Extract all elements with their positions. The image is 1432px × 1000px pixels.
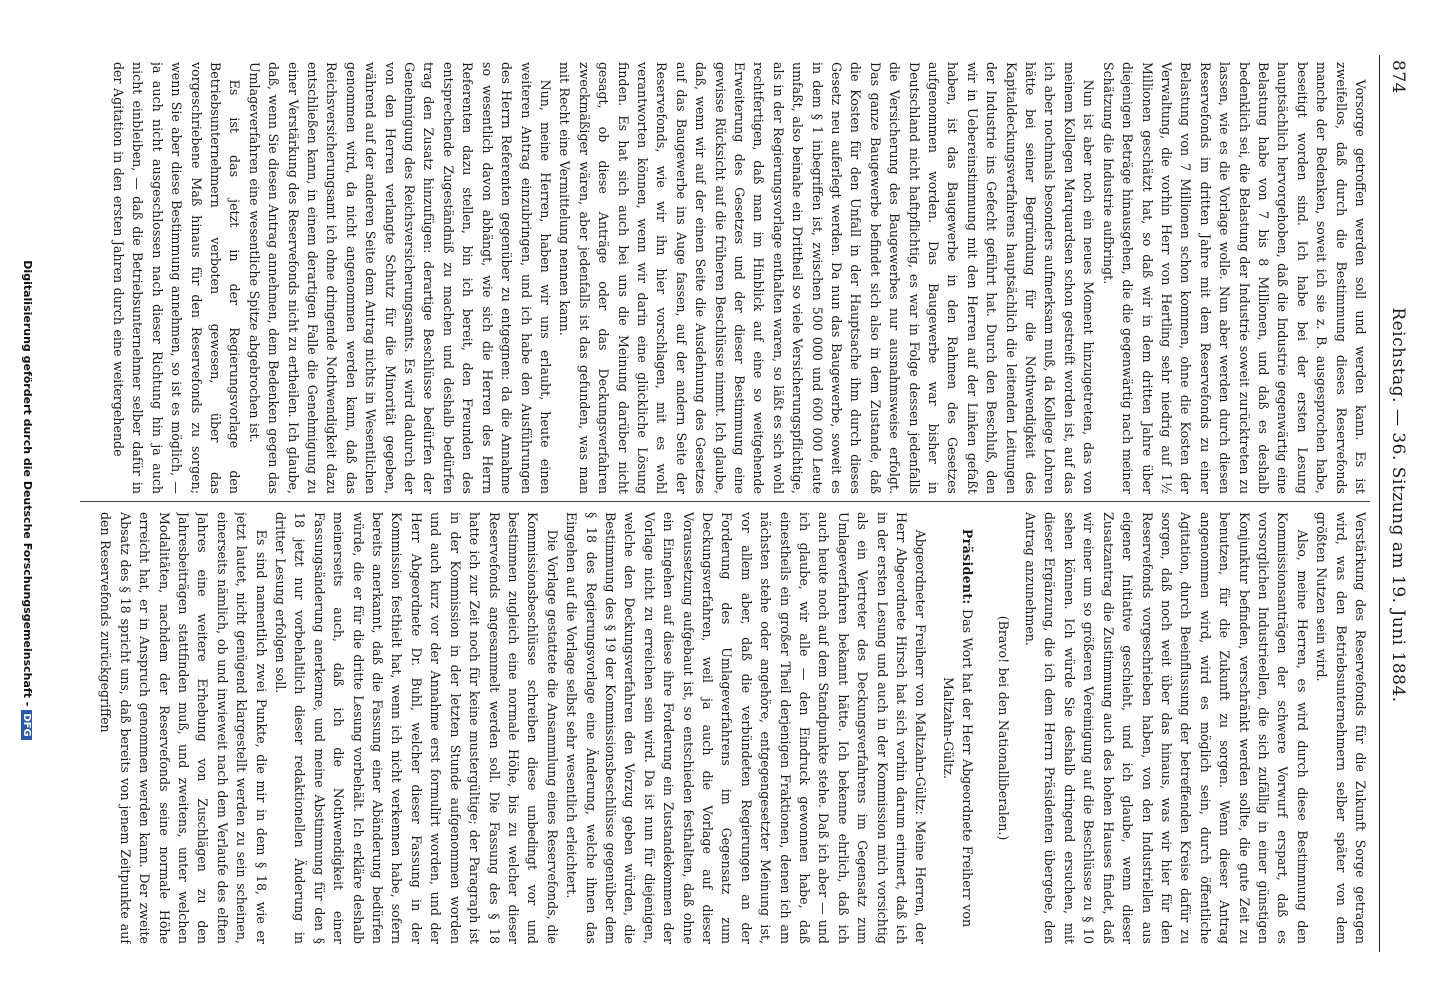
paragraph: Nun, meine Herren, haben wir uns erlaubt, heute einen weiteren Antrag einzubringen, und ich habe den Ausführungen des Herrn Referenten gegenüber zu entgegnen: da die Annahme so wesentlich davon abhängt, wie sich die Herren des Herrn Referenten dazu stellen, bin ich bereit, den Freunden des entsprechende Zugeständniß zu machen und deshalb bedürfen trag den Zusatz hinzufügen: derartige Beschlüsse bedürfen der Genehmigung des Reichsversicherungsamts. Es wird dadurch der von den Herren verlangte Schutz für die Minorität gegeben, während auf der anderen Seite dem Antrag nichts in Wesentlichen genommen wird, da nicht angenommen werden kann, daß das Reichsversicherungsamt ich ohne dringende Nothwendigkeit dazu entschließen kann, in einem derartigen Falle die Genehmigung zu einer Verstärkung des Reservefonds nicht zu ertheilen. Ich glaube, daß, wenn Sie diesen Antrag annehmen, dem Bedenken gegen das Umlageverfahren eine wesentliche Spitze abgebrochen ist. (246, 62, 553, 494)
column-divider (80, 501, 1370, 502)
paragraph: Abgeordneter Freiherr von Maltzahn-Gültz: Meine Herren, der Herr Abgeordnete Hirsch hat sich vorhin darum erinnert, daß ich in der ersten Lesung und auch in der Kommission mich vorsichtig als ein Vertreter des Deckungsverfahrens im Gegensatz zum Umlageverfahren bekannt hätte. Ich bekenne ehrlich, daß ich auch heute noch auf dem Standpunkte stehe. Daß ich aber — und ich glaube, wir alle — den Eindruck gewonnen habe, daß einestheils ein großer Theil derjenigen Fraktionen, denen ich am nächsten stehe oder angehöre, entgegengesetzter Meinung ist, vor allem aber, daß die verbündeten Regierungen an der Forderung des Umlageverfahrens im Gegensatz zum Deckungsverfahren, weil ja auch die Vorlage auf dieser Voraussetzung aufgebaut ist, so entschieden festhalten, daß ohne ein Eingehen auf diese ihre Forderung ein Zustandekommen der Vorlage nicht zu erreichen sein wird. Da ist nun für diejenigen, welche den Deckungsverfahren den Vorzug geben würden, die Bestimmung des § 19 der Kommissionsbeschlüsse gegenüber dem § 18 des Regierungsvorlage eine Änderung, welche ihnen das Eingehen auf die Vorlage selbst sehr wesentlich erleichtert. (564, 512, 929, 944)
speaker-text: Das Wort hat der Herr Abgeordnete Freiherr von Maltzahn-Gültz. (940, 604, 976, 928)
paragraph: Es sind namentlich zwei Punkte, die mir in dem § 18, wie er jetzt lautet, nicht genügend klargestellt werden zu sein scheinen, einerseits nämlich, ob und inwieweit nach dem Verlaufe des elften Jahres eine weitere Erhebung von Zuschlägen zu den Jahresbeiträgen stattfinden muß, und zweitens, unter welchen Modalitäten, nachdem der Reservefonds seine normale Höhe erreicht hat, er in Anspruch genommen werden kann. Der zweite Absatz des § 18 spricht uns, daß bereits von jenem Zeitpunkte auf den Reservefonds zurückgegriffen (98, 512, 269, 944)
paragraph: Es ist das jetzt in der Regierungsvorlage den Betriebsunternehmern verboten gewesen, über das vorgeschriebene Maß hinaus für den Reservefonds zu sorgen; wenn Sie aber diese Bestimmung annehmen, so ist es möglich, — ja auch nicht ausgeschlossen nach dieser Richtung hin ja auch nicht einbleiben, — daß die Betriebsunternehmer selber dafür in der Agitation in den ersten Jahren durch eine weitergehende (111, 62, 243, 494)
header-rule (1379, 55, 1380, 952)
paragraph: Verstärkung des Reservefonds für die Zukunft Sorge getragen wird, was den Betriebsunternehmern selber später von dem größten Nutzen sein wird. (1314, 512, 1368, 944)
dfg-logo: DFG (21, 710, 32, 739)
paragraph: Vorsorge getroffen werden soll und werden kann. Es ist zweifellos, daß durch die Bestimmung dieses Reservefonds manche der Bedenken, soweit ich sie z. B. ausgesprochen habe, beseitigt worden sind. Ich habe bei der ersten Lesung hauptsächlich hervorgehoben, daß die Industrie gegenwärtig eine Belastung habe von 7 bis 8 Millionen, und daß es deshalb bedenklich sei, die Belastung der Industrie soweit zurücktreten zu lassen, wie es die Vorlage wolle. Nun aber werden durch diesen Reservefonds im dritten Jahre mit dem Reservefonds zu einer Belastung von 7 Millionen schon kommen, ohne die Kosten der Verwaltung, die vorhin Herr von Hertling sehr niedrig auf 1½ Millionen geschätzt hat, so daß wir in dem dritten Jahre über diejenigen Beträge hinausgehen, die die gegenwärtig nach meiner Schätzung die Industrie aufbringt. (1100, 62, 1368, 494)
digitization-note (21, 0, 34, 1000)
paragraph: Also, meine Herren, es wird durch diese Bestimmung den Kommissionsanträgen der schwere Vorwurf erspart, daß es vorsorglichen Industrieellen, die sich zufällig in einer günstigen Konjunktur befinden, verschränkt werden sollte, die gute Zeit zu benutzen, für die Zukunft zu sorgen. Wenn dieser Antrag angenommen wird, wird es möglich sein, durch öffentliche Agitation, durch Beeinflussung der betreffenden Kreise dafür zu sorgen, daß noch weit über das hinaus, was wir hier für den Reservefonds vorgeschrieben haben, von den Industriellen aus eigener Initiative geschieht, und ich glaube, wenn dieser Zusatzantrag die Zustimmung auch des hohen Hauses findet, daß wir einer um so größeren Vereinigung auf die Beschlüsse zu § 10 sehen können. Ich würde Sie deshalb dringend ersuchen, mit dieser Ergänzung, die ich dem Herrn Präsidenten übergebe, den Antrag anzunehmen. (1023, 512, 1310, 944)
paragraph: Die Vorlage gestattete die Ansammlung eines Reservefonds, die Kommissionsbeschlüsse schreiben diese unbedingt vor und bestimmen zugleich eine normale Höhe, bis zu welcher dieser Reservefonds angesammelt werden soll. Die Fassung des § 18 hatte ich zur Zeit noch für keine mustergültige; der Paragraph ist in der Kommission in der letzten Stunde aufgenommen worden und auch kurz vor der Annahme erst formulirt worden, und der Herr Abgeordnete Dr. Buhl, welcher dieser Fassung in der Kommission festhielt hat, wenn ich nicht verkennen habe, sofern bereits anerkannt, daß die Fassung einer Abänderung bedürfen würde, die er für die dritte Lesung vorbehält. Ich erkläre deshalb meinerseits auch, daß ich die Nothwendigkeit einer Fassungsänderung anerkenne, und meine Abstimmung für den § 18 jetzt nur vorbehaltlich dieser redaktionellen Änderung in dritter Lesung erfolgen soll. (273, 512, 560, 944)
digitization-text: Digitalisierung gefördert durch die Deutsche Forschungsgemeinschaft - (21, 260, 34, 707)
speaker-paragraph (930, 512, 985, 944)
page-number: 874 (1388, 60, 1408, 94)
running-head (1384, 60, 1410, 950)
applause-note: (Bravo! bei den Nationalliberalen.) (995, 615, 1011, 841)
left-text-column (80, 62, 1370, 494)
right-text-column (80, 512, 1370, 944)
page-title: Reichstag. — 36. Sitzung am 19. Juni 1884. (1388, 307, 1408, 703)
speaker-label: Präsident: (960, 528, 976, 605)
paragraph: Nun ist aber noch ein neues Moment hinzugetreten, das von meinem Kollegen Marquardsen schon gestreift worden ist, auf das ich aber nochmals besonders aufmerksam muß, da Kollege Lohren hätte bei seiner Begründung für die Nothwendigkeit des Kapitaldeckungsverfahrens hauptsächlich die leitenden Leitungen der Industrie ins Gefecht geführt hat. Durch den Beschluß, den wir in Uebereinstimmung mit den Herren auf der Linken gefaßt haben, ist das Baugewerbe in den Rahmen des Gesetzes aufgenommen worden. Das Baugewerbe war bisher in Deutschland nicht haftpflichtig, es war in Folge dessen jedenfalls die Versicherung des Baugewerbes nur ausnahmsweise erfolgt. Das ganze Baugewerbe befindet sich also in dem Zustande, daß die Kosten für den Unfall in der Hauptsache ihm durch dieses Gesetz neu auferlegt werden. Da nun das Baugewerbe, soweit es in dem § 1 inbegriffen ist, zwischen 500 000 und 600 000 Leute umfaßt, also beinahe ein Drittheil so viele Versicherungspflichtige, als in der Regierungsvorlage enthalten waren, so läßt es sich wohl rechtfertigen, daß man im Hinblick auf eine so weitgehende Erweiterung des Gesetzes und der dieser Bestimmung eine gewisse Rücksicht auf die früheren Beschlüsse nimmt. Ich glaube, daß, wenn wir auf der einen Seite die Ausdehnung des Gesetzes auf das Baugewerbe ins Auge fassen, auf der andern Seite der Reservefonds, wie wir ihn hier vorschlagen, mit es wohl verantworten können, wenn wir darin eine glückliche Lösung finden. Es hat sich auch bei uns die Meinung darüber nicht gesagt, ob diese Anträge oder das Deckungsverfahren zweckmäßiger wären, aber jedenfalls ist das gefunden, was man mit Recht eine Vermittelung nennen kann. (557, 62, 1097, 494)
